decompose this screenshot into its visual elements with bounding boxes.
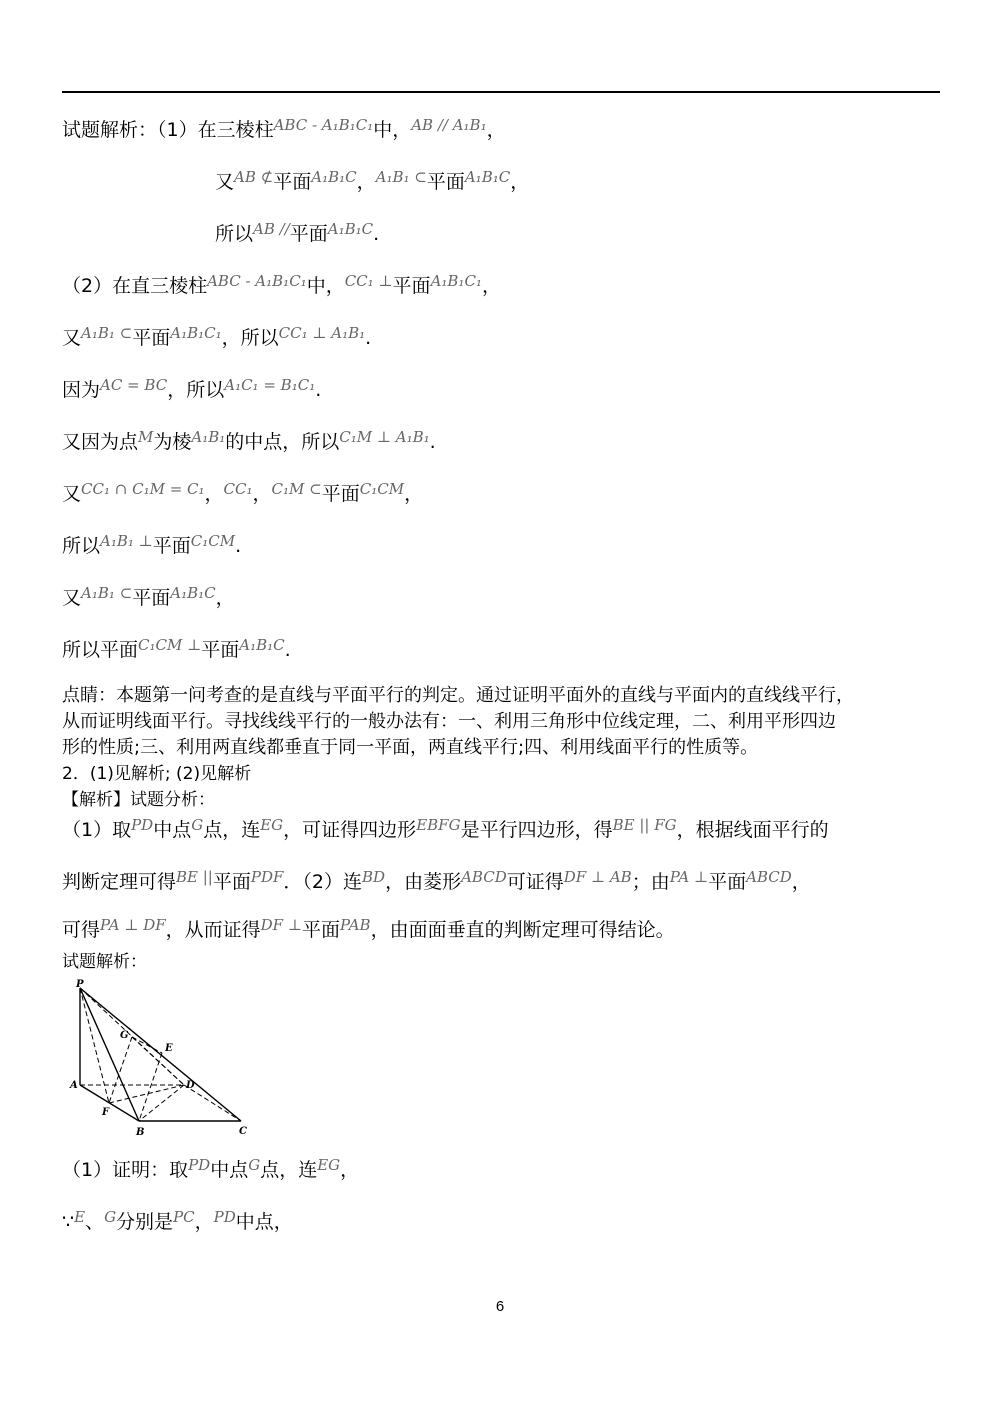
figure-label-D: D <box>186 1080 195 1091</box>
text-run: 为棱 <box>153 431 192 453</box>
q1-line-8 <box>62 482 423 507</box>
text-run: 平面 <box>708 871 747 893</box>
math-expr: G <box>104 1208 117 1226</box>
q1-line-7 <box>62 430 436 455</box>
text-run: 平面 <box>392 275 431 297</box>
text-run: ， <box>204 483 224 505</box>
q1-line-9 <box>62 534 241 559</box>
text-run: 又 <box>215 171 235 193</box>
text-run: ， <box>215 587 235 609</box>
text-run: 中， <box>373 119 412 141</box>
text-run: 平面 <box>289 223 328 245</box>
q2-analysis-heading: 【解析】试题分析： <box>62 790 215 810</box>
text-run: ，所以 <box>167 379 225 401</box>
math-expr: PAB <box>339 916 371 934</box>
math-expr: C₁M ⊂ <box>271 480 322 498</box>
text-run: 又 <box>62 483 82 505</box>
math-expr: BE || FG <box>612 816 677 834</box>
text-run: 平面 <box>132 587 171 609</box>
text-run: 中， <box>306 275 345 297</box>
math-expr: A₁C₁ = B₁C₁ <box>224 376 316 394</box>
text-run: 平面 <box>132 327 171 349</box>
math-expr: BE || <box>176 868 213 886</box>
text-run: . <box>315 379 322 401</box>
text-run: 的中点，所以 <box>225 431 340 453</box>
math-expr: A₁B₁ ⊂ <box>375 168 427 186</box>
text-run: ， <box>356 171 376 193</box>
math-expr: E <box>74 1208 86 1226</box>
text-run: ， <box>194 1211 214 1233</box>
text-run: 是平行四边形，得 <box>460 819 613 841</box>
pyramid-figure <box>66 978 266 1143</box>
q1-line-5 <box>62 326 371 351</box>
math-expr: DF ⊥ <box>260 916 302 934</box>
figure-label-P: P <box>76 979 84 990</box>
text-run: 平面 <box>426 171 465 193</box>
text-run: 平面 <box>273 171 312 193</box>
figure-label-E: E <box>165 1043 173 1054</box>
page-number: 6 <box>495 1298 505 1315</box>
q1-line-6 <box>62 378 321 403</box>
math-expr: ABCD <box>746 868 792 886</box>
text-run: . <box>235 535 242 557</box>
math-expr: ABCD <box>461 868 507 886</box>
text-run: ，从而证得 <box>165 919 261 941</box>
text-run: 中点 <box>210 1159 249 1181</box>
math-expr: EBFG <box>416 816 461 834</box>
text-run: 所以 <box>62 535 101 557</box>
math-expr: AB ⊄ <box>234 168 274 186</box>
q1-line-3 <box>215 222 379 247</box>
figure-label-G: G <box>120 1030 129 1041</box>
math-expr: PD <box>188 1156 211 1174</box>
text-run: 判断定理可得 <box>62 871 177 893</box>
text-run: 中点， <box>235 1211 293 1233</box>
math-expr: A₁B₁C <box>239 636 285 654</box>
comment-line-3: 形的性质;三、利用两直线都垂直于同一平面，两直线平行;四、利用线面平行的性质等。 <box>62 737 759 758</box>
text-run: 平面 <box>212 871 251 893</box>
text-run: 、 <box>85 1211 105 1233</box>
text-run: 又因为点 <box>62 431 139 453</box>
math-expr: A₁B₁ <box>191 428 226 446</box>
math-expr: DF ⊥ AB <box>563 868 632 886</box>
text-run: ， <box>481 275 501 297</box>
math-expr: PA ⊥ <box>669 868 709 886</box>
text-run: 平面 <box>301 919 340 941</box>
math-expr: PDF <box>250 868 284 886</box>
math-expr: A₁B₁ ⊥ <box>100 532 153 550</box>
text-run: . <box>373 223 380 245</box>
math-expr: EG <box>260 816 284 834</box>
math-expr: ABC - A₁B₁C₁ <box>273 116 374 134</box>
figure-label-C: C <box>239 1126 247 1137</box>
math-expr: PD <box>131 816 154 834</box>
q1-line-4 <box>62 274 501 299</box>
q1-line-11 <box>62 638 291 663</box>
q1-line-2 <box>215 170 529 195</box>
math-expr: CC₁ ⊥ <box>344 272 393 290</box>
text-run: 中点 <box>153 819 192 841</box>
math-expr: CC₁ ∩ C₁M = C₁ <box>81 480 205 498</box>
q1-line-10 <box>62 586 235 611</box>
math-expr: ABC - A₁B₁C₁ <box>207 272 307 290</box>
text-run: 可证得 <box>506 871 564 893</box>
proof-line-2 <box>62 1210 293 1235</box>
math-expr: C₁CM <box>359 480 405 498</box>
math-expr: M <box>138 428 154 446</box>
math-expr: AC = BC <box>100 376 168 394</box>
text-run: （2）在直三棱柱 <box>62 275 208 297</box>
math-expr: PD <box>213 1208 236 1226</box>
text-run: ；由 <box>631 871 670 893</box>
proof-line-1 <box>62 1158 359 1183</box>
analysis-line-1 <box>62 818 829 843</box>
math-expr: A₁B₁ ⊂ <box>81 584 133 602</box>
text-run: ，所以 <box>221 327 279 349</box>
math-expr: G <box>248 1156 261 1174</box>
text-run: 因为 <box>62 379 101 401</box>
text-run: 点，连 <box>260 1159 318 1181</box>
math-expr: AB // A₁B₁ <box>411 116 487 134</box>
text-run: ， <box>486 119 506 141</box>
q1-line-1 <box>62 118 506 143</box>
math-expr: A₁B₁C <box>327 220 374 238</box>
math-expr: AB // <box>253 220 290 238</box>
figure-label-F: F <box>102 1107 110 1118</box>
text-run: （1）取 <box>62 819 132 841</box>
text-run: 所以平面 <box>62 639 139 661</box>
q2-answer: 2．(1)见解析; (2)见解析 <box>62 764 252 784</box>
text-run: 又 <box>62 587 82 609</box>
text-run: 分别是 <box>116 1211 174 1233</box>
math-expr: CC₁ ⊥ A₁B₁ <box>278 324 366 342</box>
text-run: ．（2）连 <box>283 871 363 893</box>
text-run: ，可证得四边形 <box>283 819 417 841</box>
text-run: 平面 <box>321 483 360 505</box>
comment-line-1: 点睛：本题第一问考查的是直线与平面平行的判定。通过证明平面外的直线与平面内的直线线平行， <box>62 685 854 706</box>
math-expr: BD <box>362 868 386 886</box>
header-rule <box>62 91 940 93</box>
text-run: ，由面面垂直的判断定理可得结论。 <box>370 919 675 941</box>
text-run: ， <box>791 871 811 893</box>
math-expr: A₁B₁ ⊂ <box>81 324 133 342</box>
text-run: 平面 <box>152 535 191 557</box>
text-run: 又 <box>62 327 82 349</box>
text-run: ∵ <box>62 1211 75 1233</box>
text-run: . <box>284 639 291 661</box>
math-expr: EG <box>317 1156 341 1174</box>
text-run: ， <box>404 483 424 505</box>
math-expr: PC <box>173 1208 195 1226</box>
math-expr: PA ⊥ DF <box>100 916 166 934</box>
text-run: ，由菱形 <box>385 871 462 893</box>
math-expr: A₁B₁C₁ <box>430 272 482 290</box>
analysis-line-3 <box>62 918 675 943</box>
text-run: 可得 <box>62 919 101 941</box>
math-expr: CC₁ <box>223 480 253 498</box>
text-run: 平面 <box>201 639 240 661</box>
math-expr: A₁B₁C₁ <box>170 324 222 342</box>
q2-solution-heading: 试题解析： <box>62 952 147 972</box>
analysis-line-2 <box>62 870 811 895</box>
text-run: ， <box>340 1159 360 1181</box>
text-run: . <box>365 327 372 349</box>
math-expr: C₁CM ⊥ <box>138 636 202 654</box>
text-run: ， <box>510 171 530 193</box>
figure-label-B: B <box>136 1127 145 1138</box>
text-run: ，根据线面平行的 <box>676 819 829 841</box>
text-run: 点，连 <box>203 819 261 841</box>
text-run: 试题解析：（1）在三棱柱 <box>62 119 274 141</box>
figure-label-A: A <box>70 1080 78 1091</box>
text-run: ， <box>252 483 272 505</box>
text-run: （1）证明：取 <box>62 1159 189 1181</box>
math-expr: A₁B₁C <box>170 584 216 602</box>
text-run: . <box>429 431 436 453</box>
math-expr: C₁M ⊥ A₁B₁ <box>339 428 430 446</box>
math-expr: A₁B₁C <box>464 168 511 186</box>
math-expr: G <box>191 816 204 834</box>
comment-line-2: 从而证明线面平行。寻找线线平行的一般办法有：一、利用三角形中位线定理，二、利用平形四边 <box>62 711 836 732</box>
math-expr: A₁B₁C <box>311 168 357 186</box>
math-expr: C₁CM <box>190 532 236 550</box>
text-run: 所以 <box>215 223 254 245</box>
